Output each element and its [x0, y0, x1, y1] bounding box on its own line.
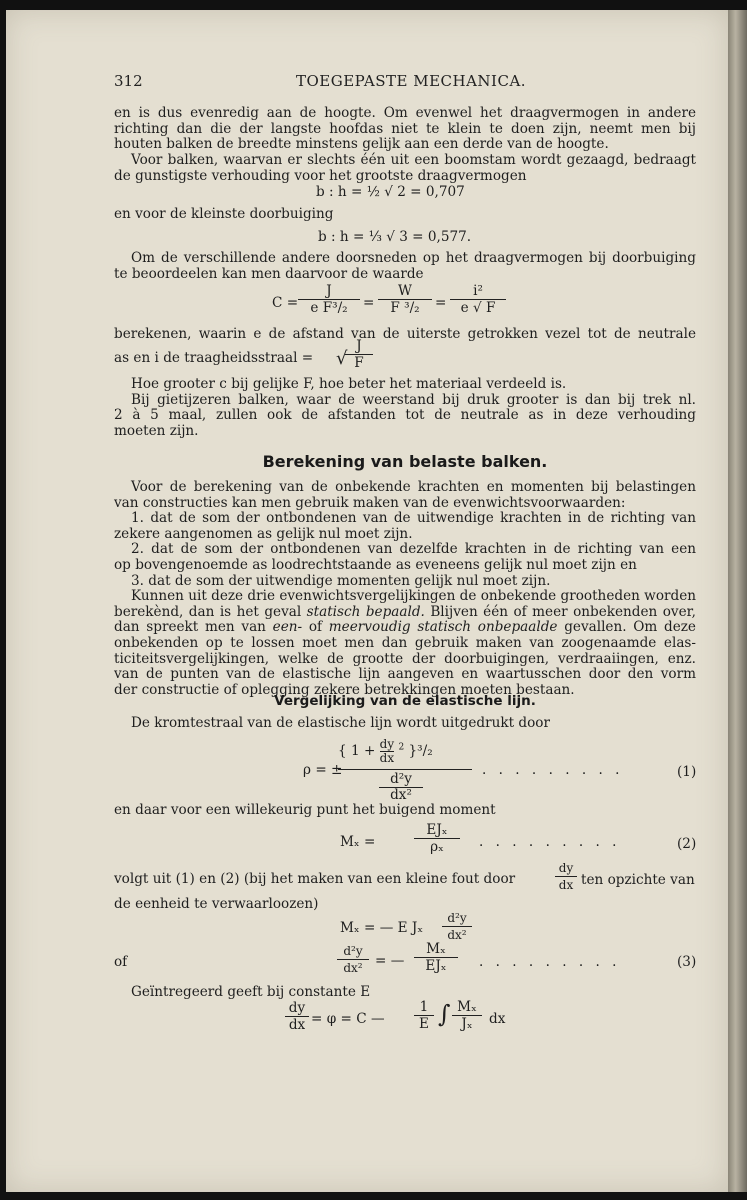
equation-tag-2: (2) [677, 836, 697, 852]
equation-rho-lhs: ρ = ± [303, 762, 343, 778]
paragraph-12: de eenheid te verwaarloozen) [114, 896, 319, 912]
page-edge [728, 10, 747, 1192]
equation-ratio-1: b : h = ½ √ 2 = 0,707 [316, 184, 465, 200]
fraction-1-over-e: $\frac{1}{E}$ [414, 999, 434, 1032]
fraction-c-1: $\frac{J}{\text{e F³/₂}}$ [298, 283, 360, 316]
list-item-1: 1. dat de som der ontbondenen van de uitwendige krachten in de richting van [131, 510, 696, 527]
equation-c-lhs: C = [272, 295, 299, 311]
paragraph-6: Hoe grooter c bij gelijke F, hoe beter het materiaal verdeeld is. Bij gietijzeren balken, waar de weerstand bij druk grooter is dan bij trek nl. 2 à 5 maal, zullen ook de afstanden tot de neutrale as in deze verhouding moeten zijn. [114, 376, 696, 439]
fraction-moment: EJₓ ρₓ [414, 822, 460, 855]
leader-dots: · · · · · · · · · [479, 958, 621, 974]
paragraph-11-tail: ten opzichte van [581, 872, 695, 888]
label-of: of [114, 954, 128, 970]
equals-sign: = [363, 295, 375, 311]
fraction-c-3: $\frac{\text{i²}}{e √ F}$ [450, 283, 506, 316]
list-item-2: 2. dat de som der ontbondenen van dezelfde krachten in de richting van een [131, 541, 696, 558]
rho-denominator: $\frac{\text{d²y}}{\text{dx²}}$ [379, 772, 423, 803]
equation-3a-lhs: Mₓ = — E Jₓ [340, 920, 424, 936]
leader-dots: · · · · · · · · · [479, 838, 621, 854]
paragraph-10: en daar voor een willekeurig punt het buigend moment [114, 802, 496, 818]
page-number: 312 [114, 72, 143, 90]
paragraph-11: volgt uit (1) en (2) (bij het maken van een kleine fout door [114, 871, 516, 887]
paragraph-7: Voor de berekening van de onbekende krachten en momenten bij belastingen van constructies kan men gebruik maken van de evenwichtsvoorwaarden: 1. dat de som der ontbondenen van de uitwendige krachten in de richting van zekere aangenomen as gelijk nul moet zijn. 2. dat de som der ontbondenen van dezelfde krachten in de richting van een op bovengenoemde as loodrechtstaande as eveneens gelijk nul moet zijn en 3. dat de som der uitwendige momenten gelijk nul moet zijn. Kunnen uit deze drie evenwichtsvergelijkingen de onbekende grootheden worden berekènd, dan is het geval statisch bepaald. Blijven één of meer onbekenden over, dan spreekt men van een- of meervoudig statisch onbepaalde gevallen. Om deze onbekenden op te lossen moet men dan gebruik maken van zoogenaamde elas- ticiteitsvergelijkingen, welke de grootte der doorbuigingen, verdraaiingen, enz. van de punten van de elastische lijn aangeven en waartusschen door den vorm der constructie of oplegging zekere betrekkingen moeten bestaan. [114, 479, 697, 698]
leader-dots: · · · · · · · · · [482, 766, 624, 782]
fraction-c-2: $\frac{W}{\text{F ³/₂}}$ [378, 283, 432, 316]
paragraph-1: en is dus evenredig aan de hoogte. Om evenwel het draagvermogen in andere richting dan die der langste hoofdas niet te klein te doen zijn, neemt men bij houten balken de breedte minstens gelijk aan een derde van de hoogte. [114, 105, 696, 153]
rho-numerator: { 1 + $\frac{dy}{dx}$ $^2$ }³/₂ [338, 737, 433, 765]
fraction-3-lhs: $\frac{\text{d²y}}{\text{dx²}}$ [337, 943, 369, 976]
fraction-dy-dx-2: $\frac{dy}{dx}$ [285, 1000, 309, 1033]
equation-tag-1: (1) [677, 764, 697, 780]
fraction-3-rhs: Mₓ EJₓ [414, 941, 458, 974]
paragraph-5: berekenen, waarin e de afstand van de uiterste getrokken vezel tot de neutrale as en i de traagheidsstraal = [114, 326, 696, 366]
equals-sign: = [435, 295, 447, 311]
fraction-dy-dx: $\frac{dy}{dx}$ [555, 860, 577, 893]
fraction-radius-of-gyration: $\frac{J}{F}$ [345, 338, 373, 371]
fraction-mx-jx: $\frac{\text{Mₓ}}{\text{Jₓ}}$ [452, 999, 482, 1032]
equation-4-mid: = φ = C — [311, 1011, 385, 1027]
paragraph-13: Geïntregeerd geeft bij constante E [131, 984, 371, 1000]
section-heading-loaded-beams: Berekening van belaste balken. [262, 452, 548, 471]
list-item-3: 3. dat de som der uitwendige momenten gelijk nul moet zijn. [131, 572, 551, 589]
paragraph-2: Voor balken, waarvan er slechts één uit een boomstam wordt gezaagd, bedraagt de gunstigste verhouding voor het grootste draagvermogen [114, 152, 696, 184]
running-title: TOEGEPASTE MECHANICA. [296, 72, 527, 90]
section-heading-elastic-line: Vergelijking van de elastische lijn. [274, 693, 536, 709]
sqrt-symbol: √ [336, 348, 348, 369]
equation-moment-lhs: Mₓ = [340, 834, 376, 850]
equation-3-mid: = — [375, 953, 405, 969]
equation-tag-3: (3) [677, 954, 697, 970]
rho-fraction-bar [338, 769, 472, 770]
equation-ratio-2: b : h = ⅓ √ 3 = 0,577. [318, 229, 472, 245]
fraction-d2y-dx2: $\frac{\text{d²y}}{\text{dx²}}$ [442, 910, 472, 943]
paragraph-3: en voor de kleinste doorbuiging [114, 206, 334, 222]
equation-4-tail: dx [489, 1011, 506, 1027]
running-header [114, 72, 696, 92]
paragraph-4: Om de verschillende andere doorsneden op het draagvermogen bij doorbuiging te beoordeelen kan men daarvoor de waarde [114, 250, 696, 282]
paragraph-9: De kromtestraal van de elastische lijn wordt uitgedrukt door [131, 715, 550, 731]
integral-sign: ∫ [438, 1000, 451, 1028]
